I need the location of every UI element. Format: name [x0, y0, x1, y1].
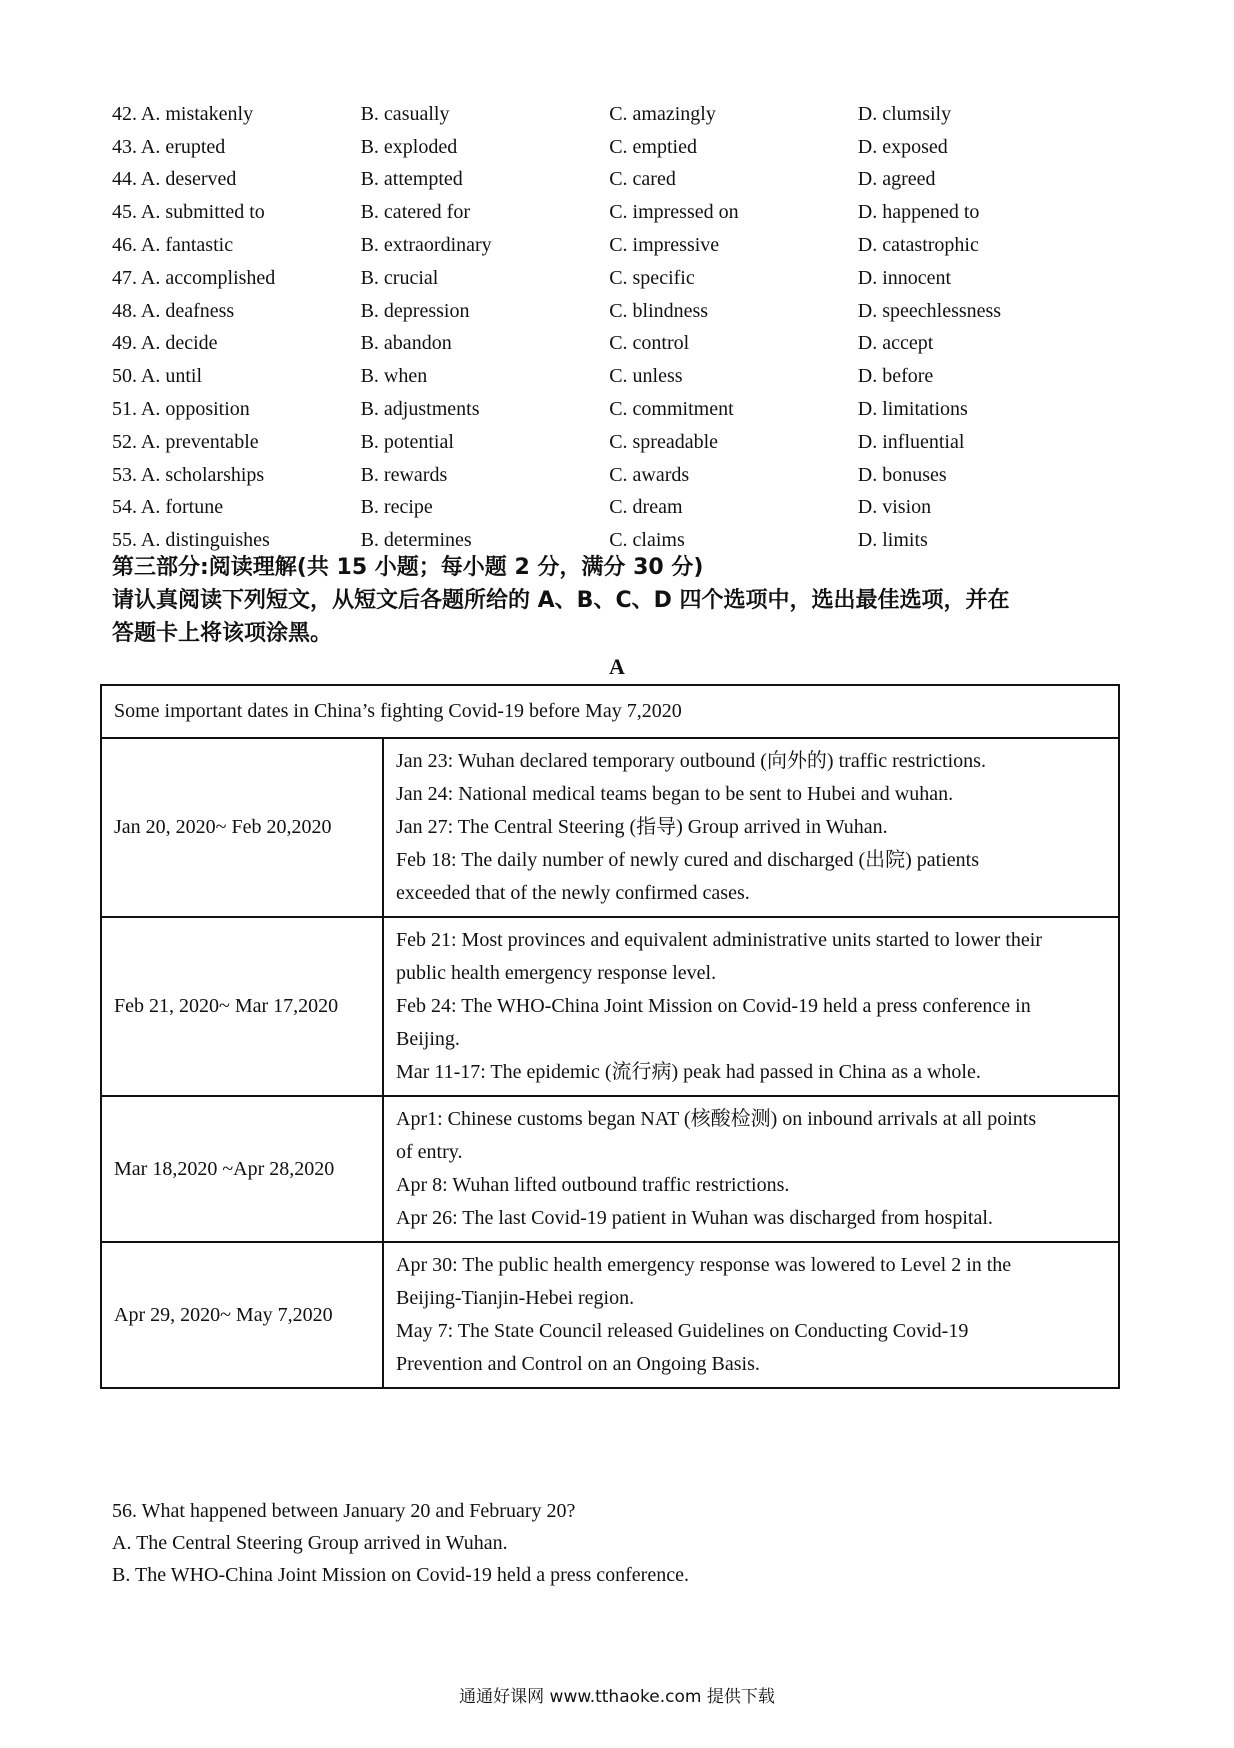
option-c: C. blindness — [609, 299, 709, 322]
option-a: 50. A. until — [112, 365, 203, 388]
option-c: C. emptied — [609, 135, 697, 158]
option-a: 45. A. submitted to — [112, 201, 265, 224]
question-56 — [112, 1495, 689, 1591]
option-c: C. impressive — [609, 234, 720, 257]
question-option: A. The Central Steering Group arrived in Wuhan. — [112, 1532, 508, 1554]
option-d: D. accept — [857, 332, 934, 355]
event-line: Feb 18: The daily number of newly cured and discharged (出院) patients — [396, 849, 979, 871]
option-a: 46. A. fantastic — [112, 234, 234, 257]
question-option: B. The WHO-China Joint Mission on Covid-19 held a press conference. — [112, 1564, 689, 1586]
timeline-table — [100, 684, 1120, 1389]
option-c: C. commitment — [609, 398, 734, 421]
option-d: D. before — [857, 365, 934, 388]
event-line: Feb 24: The WHO-China Joint Mission on Covid-19 held a press conference in — [396, 995, 1031, 1017]
section-instruction: 答题卡上将该项涂黑。 — [112, 621, 333, 646]
option-row — [112, 360, 1052, 393]
event-line: Apr 8: Wuhan lifted outbound traffic restrictions. — [396, 1174, 790, 1196]
option-a: 43. A. erupted — [112, 135, 226, 158]
option-a: 51. A. opposition — [112, 398, 250, 421]
option-b: B. exploded — [360, 135, 458, 158]
option-row — [112, 295, 1052, 328]
event-line: Apr1: Chinese customs began NAT (核酸检测) on inbound arrivals at all points — [396, 1108, 1037, 1130]
option-a: 54. A. fortune — [112, 496, 224, 519]
date-range-cell: Apr 29, 2020~ May 7,2020 — [101, 1242, 383, 1388]
section-title: 第三部分:阅读理解(共 15 小题；每小题 2 分，满分 30 分) — [112, 555, 704, 580]
option-c: C. spreadable — [609, 430, 719, 453]
table-title-row — [101, 685, 1119, 738]
option-d: D. clumsily — [857, 102, 952, 125]
option-d: D. bonuses — [857, 463, 947, 486]
option-c: C. cared — [609, 168, 676, 191]
event-line: exceeded that of the newly confirmed cases. — [396, 882, 750, 904]
event-line: Apr 30: The public health emergency response was lowered to Level 2 in the — [396, 1254, 1012, 1276]
page-footer: 通通好课网 www.tthaoke.com 提供下载 — [459, 1687, 775, 1707]
event-line: Apr 26: The last Covid-19 patient in Wuhan was discharged from hospital. — [396, 1207, 993, 1229]
option-b: B. recipe — [360, 496, 433, 519]
question-stem: 56. What happened between January 20 and February 20? — [112, 1500, 576, 1522]
option-b: B. when — [360, 365, 428, 388]
option-row — [112, 492, 1052, 525]
option-a: 55. A. distinguishes — [112, 529, 270, 552]
option-row — [112, 196, 1052, 229]
option-b: B. rewards — [360, 463, 448, 486]
option-c: C. specific — [609, 266, 695, 289]
option-b: B. abandon — [360, 332, 452, 355]
option-d: D. speechlessness — [857, 299, 1002, 322]
table-row — [101, 1242, 1119, 1388]
event-line: of entry. — [396, 1141, 463, 1163]
option-d: D. agreed — [857, 168, 936, 191]
option-d: D. vision — [857, 496, 932, 519]
option-c: C. amazingly — [609, 102, 716, 125]
option-c: C. control — [609, 332, 690, 355]
option-a: 53. A. scholarships — [112, 463, 265, 486]
option-a: 52. A. preventable — [112, 430, 259, 453]
option-d: D. catastrophic — [857, 234, 979, 257]
option-b: B. attempted — [360, 168, 463, 191]
option-d: D. limitations — [857, 398, 968, 421]
option-a: 42. A. mistakenly — [112, 102, 254, 125]
option-row — [112, 459, 1052, 492]
date-range-cell: Feb 21, 2020~ Mar 17,2020 — [101, 917, 383, 1096]
event-line: Jan 24: National medical teams began to be sent to Hubei and wuhan. — [396, 783, 954, 805]
event-line: Beijing-Tianjin-Hebei region. — [396, 1287, 635, 1309]
option-a: 48. A. deafness — [112, 299, 235, 322]
table-row — [101, 1096, 1119, 1242]
option-b: B. potential — [360, 430, 454, 453]
option-b: B. casually — [360, 102, 450, 125]
section-instruction: 请认真阅读下列短文，从短文后各题所给的 A、B、C、D 四个选项中，选出最佳选项，并在 — [112, 588, 1010, 613]
option-row — [112, 328, 1052, 361]
option-d: D. happened to — [857, 201, 980, 224]
option-row — [112, 229, 1052, 262]
table-title: Some important dates in China’s fighting Covid-19 before May 7,2020 — [101, 685, 1119, 738]
date-range-cell: Mar 18,2020 ~Apr 28,2020 — [101, 1096, 383, 1242]
option-b: B. determines — [360, 529, 472, 552]
option-d: D. innocent — [857, 266, 952, 289]
passage-label: A — [609, 654, 625, 679]
event-line: Feb 21: Most provinces and equivalent administrative units started to lower their — [396, 929, 1042, 951]
date-range-cell: Jan 20, 2020~ Feb 20,2020 — [101, 738, 383, 917]
option-d: D. influential — [857, 430, 965, 453]
option-d: D. exposed — [857, 135, 948, 158]
events-cell — [383, 1096, 1119, 1242]
table-row — [101, 917, 1119, 1096]
option-b: B. depression — [360, 299, 470, 322]
event-line: Prevention and Control on an Ongoing Basis. — [396, 1353, 760, 1375]
table-row — [101, 738, 1119, 917]
section-heading — [112, 551, 1132, 650]
event-line: Mar 11-17: The epidemic (流行病) peak had passed in China as a whole. — [396, 1061, 981, 1083]
event-line: Beijing. — [396, 1028, 460, 1050]
option-c: C. claims — [609, 529, 685, 552]
option-c: C. dream — [609, 496, 683, 519]
event-line: public health emergency response level. — [396, 962, 717, 984]
option-c: C. impressed on — [609, 201, 739, 224]
option-c: C. unless — [609, 365, 683, 388]
option-row — [112, 98, 1052, 131]
events-cell — [383, 917, 1119, 1096]
option-a: 47. A. accomplished — [112, 266, 276, 289]
option-row — [112, 262, 1052, 295]
option-row — [112, 393, 1052, 426]
event-line: Jan 23: Wuhan declared temporary outbound (向外的) traffic restrictions. — [396, 750, 986, 772]
option-c: C. awards — [609, 463, 690, 486]
option-b: B. extraordinary — [360, 234, 492, 257]
option-b: B. adjustments — [360, 398, 480, 421]
option-a: 44. A. deserved — [112, 168, 237, 191]
answer-options-list — [112, 98, 1052, 557]
option-row — [112, 131, 1052, 164]
events-cell — [383, 738, 1119, 917]
option-b: B. catered for — [360, 201, 470, 224]
option-a: 49. A. decide — [112, 332, 218, 355]
option-row — [112, 164, 1052, 197]
option-b: B. crucial — [360, 266, 439, 289]
event-line: May 7: The State Council released Guidelines on Conducting Covid-19 — [396, 1320, 969, 1342]
event-line: Jan 27: The Central Steering (指导) Group arrived in Wuhan. — [396, 816, 888, 838]
option-d: D. limits — [857, 529, 928, 552]
option-row — [112, 426, 1052, 459]
events-cell — [383, 1242, 1119, 1388]
